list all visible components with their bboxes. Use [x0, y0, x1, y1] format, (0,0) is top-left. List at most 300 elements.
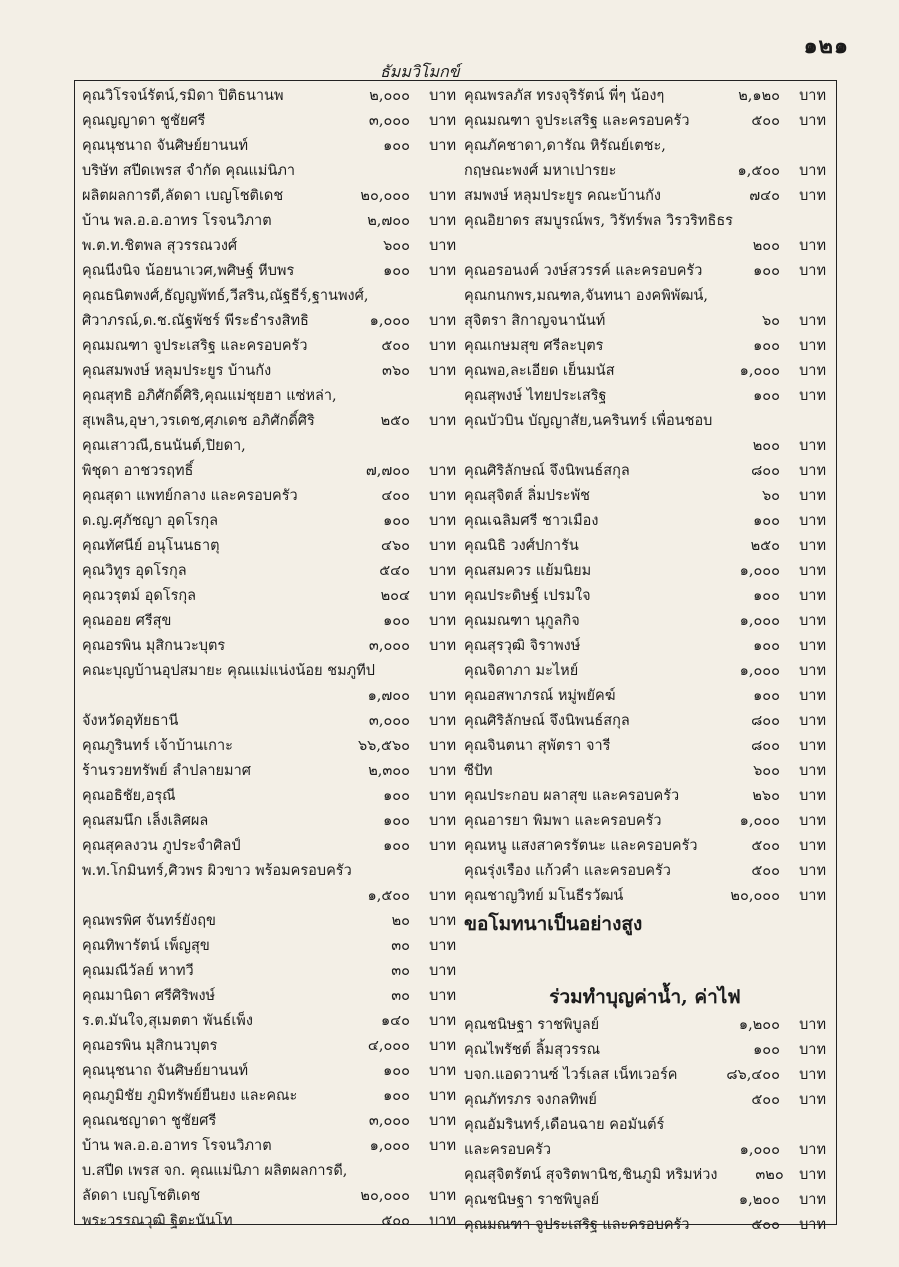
donation-amount — [708, 1113, 780, 1138]
donation-amount: ๔๐๐ — [381, 488, 410, 504]
donation-amount: ๒๐๐ — [752, 438, 780, 454]
donor-row — [82, 134, 456, 159]
donor-row — [464, 734, 826, 759]
currency-unit — [414, 1159, 456, 1184]
currency-unit: บาท — [799, 1192, 826, 1208]
donor-row — [82, 759, 456, 784]
currency-unit: บาท — [799, 663, 826, 679]
donation-amount: ๕๐๐ — [751, 863, 780, 879]
donor-name: ด.ญ.ศุภัชญา อุดโรกุล — [82, 513, 219, 529]
donation-amount: ๒๕๐ — [750, 538, 780, 554]
currency-unit: บาท — [429, 788, 456, 804]
donor-name: พ.ท.โกมินทร์,ศิวพร ผิวขาว พร้อมครอบครัว — [82, 863, 352, 879]
donation-amount: ๑๐๐ — [383, 263, 410, 279]
donor-name: คุณจินตนา สุพัตรา จารี — [464, 738, 611, 754]
donation-amount: ๑๐๐ — [753, 513, 780, 529]
currency-unit: บาท — [799, 638, 826, 654]
donation-amount: ๑,๗๐๐ — [367, 688, 410, 704]
currency-unit: บาท — [429, 513, 456, 529]
donor-row — [82, 984, 456, 1009]
donation-amount: ๖๐ — [761, 313, 780, 329]
donor-row — [464, 709, 826, 734]
currency-unit — [782, 409, 826, 434]
donor-name: ลัดดา เบญโชติเดช — [82, 1188, 201, 1204]
donor-row — [464, 834, 826, 859]
running-head: ธัมมวิโมกข์ — [380, 62, 460, 81]
donor-name: คุณสุรวุฒิ จิราพงษ์ — [464, 638, 581, 654]
donation-amount: ๑,๐๐๐ — [739, 663, 780, 679]
currency-unit: บาท — [799, 1142, 826, 1158]
currency-unit — [410, 159, 456, 184]
currency-unit: บาท — [799, 1217, 826, 1233]
donor-name: คุณนุชนาถ จันศิษย์ยานนท์ — [82, 1063, 249, 1079]
donor-name: คุณพรพิศ จันทร์ยังฤข — [82, 913, 216, 929]
donor-row — [464, 159, 826, 184]
donor-row — [464, 359, 826, 384]
donor-name — [82, 884, 338, 909]
donor-name: คุณหนู แสงสาครรัตนะ และครอบครัว — [464, 838, 698, 854]
donor-name: คุณอสพาภรณ์ หมู่พยัคฆ์ — [464, 688, 616, 704]
donation-amount: ๓๐ — [391, 963, 410, 979]
donor-name: คุณภูรินทร์ เจ้าบ้านเกาะ — [82, 738, 233, 754]
donation-amount — [712, 409, 781, 434]
currency-unit: บาท — [799, 838, 826, 854]
donor-row — [82, 859, 456, 884]
currency-unit — [415, 859, 456, 884]
currency-unit: บาท — [799, 463, 826, 479]
donor-row — [82, 734, 456, 759]
currency-unit — [422, 284, 456, 309]
donor-row — [464, 609, 826, 634]
donation-amount: ๒,๑๒๐ — [738, 88, 780, 104]
donation-amount: ๖๐๐ — [753, 763, 780, 779]
donor-name: คุณอัมรินทร์,เดือนฉาย คอมันต์ร์ — [464, 1117, 665, 1133]
donation-amount: ๒,๗๐๐ — [367, 213, 410, 229]
donation-amount: ๑,๐๐๐ — [739, 1142, 780, 1158]
donation-amount — [368, 284, 421, 309]
currency-unit: บาท — [429, 563, 456, 579]
currency-unit: บาท — [429, 988, 456, 1004]
donor-row — [82, 209, 456, 234]
currency-unit: บาท — [799, 313, 826, 329]
donor-row — [82, 184, 456, 209]
donor-name: คุณญญาดา ชูชัยศรี — [82, 113, 206, 129]
donor-row — [82, 809, 456, 834]
donation-amount — [352, 859, 416, 884]
donor-name: คุณสุคลงวน ภูประจำศิลป์ — [82, 838, 241, 854]
donor-row — [464, 434, 826, 459]
donor-name: คุณสุพงษ์ ไทยประเสริฐ — [464, 388, 607, 404]
donor-row — [82, 1059, 456, 1084]
donor-row — [464, 884, 826, 909]
donor-row — [82, 634, 456, 659]
donor-name: และครอบครัว — [464, 1142, 552, 1158]
donation-amount: ๑๐๐ — [383, 1063, 410, 1079]
donor-row — [82, 84, 456, 109]
donation-amount: ๕๐๐ — [751, 1092, 780, 1108]
donor-row — [82, 234, 456, 259]
donor-row — [82, 259, 456, 284]
currency-unit: บาท — [429, 463, 456, 479]
donor-row — [464, 309, 826, 334]
currency-unit: บาท — [799, 488, 826, 504]
donation-amount: ๘๐๐ — [751, 738, 780, 754]
donation-amount: ๕๐๐ — [381, 338, 410, 354]
donor-name: คุณมณฑา จูประเสริฐ และครอบครัว — [464, 113, 690, 129]
donation-amount: ๒,๐๐๐ — [369, 88, 410, 104]
donor-name: คุณศิริลักษณ์ จึงนิพนธ์สกุล — [464, 463, 630, 479]
donor-row — [464, 384, 826, 409]
donor-name: บจก.แอดวานซ์ ไวร์เลส เน็ทเวอร์ค — [464, 1067, 678, 1083]
donor-name: คุณสุดา แพทย์กลาง และครอบครัว — [82, 488, 298, 504]
page-number: ๑๒๑ — [803, 33, 849, 59]
currency-unit: บาท — [429, 413, 456, 429]
currency-unit — [790, 209, 826, 234]
donation-amount: ๑,๒๐๐ — [738, 1017, 780, 1033]
donation-amount: ๖๐๐ — [383, 238, 410, 254]
donor-name: คุณนีงนิจ น้อยนาเวศ,พศิษฐ์ หีบพร — [82, 263, 295, 279]
currency-unit: บาท — [799, 713, 826, 729]
donor-name: คุณวรุตม์ อุดโรกุล — [82, 588, 197, 604]
donor-row — [464, 634, 826, 659]
currency-unit: บาท — [799, 438, 826, 454]
currency-unit: บาท — [799, 863, 826, 879]
donor-name: ผลิตผลการดี,ลัดดา เบญโชติเดช — [82, 188, 284, 204]
donor-name: คุณอรพิน มุสิกนวบุตร — [82, 1038, 218, 1054]
right-column — [464, 84, 826, 1238]
currency-unit: บาท — [429, 688, 456, 704]
currency-unit: บาท — [429, 838, 456, 854]
donation-amount: ๕๔๐ — [379, 563, 410, 579]
currency-unit: บาท — [799, 788, 826, 804]
donation-amount — [708, 134, 780, 159]
donation-amount: ๓,๐๐๐ — [368, 638, 410, 654]
donor-row — [82, 1034, 456, 1059]
donor-row — [82, 1009, 456, 1034]
donation-amount: ๑,๐๐๐ — [739, 613, 780, 629]
donation-amount: ๒๖๐ — [752, 788, 780, 804]
donor-row — [464, 1163, 826, 1188]
donor-name: คุณบัวบิน บัญญาสัย,นครินทร์ เพื่อนชอบ — [464, 413, 713, 429]
donor-name: คุณเฉลิมศรี ชาวเมือง — [464, 513, 599, 529]
donor-name — [464, 434, 708, 459]
donation-amount: ๗,๗๐๐ — [365, 463, 410, 479]
donor-row — [82, 584, 456, 609]
donation-amount: ๑๐๐ — [383, 1088, 410, 1104]
donor-row — [82, 1109, 456, 1134]
donor-name: ร.ต.มันใจ,สุเมตตา พันธ์เพ็ง — [82, 1013, 253, 1029]
donation-amount: ๑๐๐ — [753, 388, 780, 404]
donor-row — [464, 1138, 826, 1163]
donor-name: คุณทิพารัตน์ เพ็ญสุข — [82, 938, 210, 954]
donor-name: สุจิตรา สิกาญจนานันท์ — [464, 313, 606, 329]
donor-name: คุณชนิษฐา ราชพิบูลย์ — [464, 1192, 600, 1208]
donor-row — [82, 609, 456, 634]
currency-unit: บาท — [429, 488, 456, 504]
donor-row — [82, 1184, 456, 1209]
donation-amount: ๑๐๐ — [753, 338, 780, 354]
donor-row — [82, 484, 456, 509]
donor-name: คุณรุ่งเรือง แก้วคำ และครอบครัว — [464, 863, 671, 879]
donor-name: บ.สปีด เพรส จก. คุณแม่นิภา ผลิตผลการดี, — [82, 1163, 348, 1179]
donation-amount: ๑,๐๐๐ — [369, 1138, 410, 1154]
donor-name: คุณสุจิตส์ ลิ่มประพัช — [464, 488, 590, 504]
donor-row — [464, 509, 826, 534]
donor-row — [82, 1209, 456, 1234]
currency-unit: บาท — [799, 363, 826, 379]
donor-row — [464, 1013, 826, 1038]
donor-row — [464, 809, 826, 834]
currency-unit: บาท — [799, 1092, 826, 1108]
currency-unit: บาท — [429, 1113, 456, 1129]
donor-row — [82, 434, 456, 459]
donor-row — [464, 584, 826, 609]
currency-unit: บาท — [799, 1067, 826, 1083]
donor-name: คุณมานิดา ศรีศิริพงษ์ — [82, 988, 216, 1004]
donor-name: คุณศิริลักษณ์ จึงนิพนธ์สกุล — [464, 713, 630, 729]
donor-row — [464, 284, 826, 309]
donation-amount: ๓,๐๐๐ — [368, 713, 410, 729]
donor-name: คุณมณฑา นุกูลกิจ — [464, 613, 580, 629]
donation-amount: ๑,๐๐๐ — [739, 563, 780, 579]
currency-unit: บาท — [429, 88, 456, 104]
currency-unit: บาท — [799, 188, 826, 204]
currency-unit: บาท — [799, 538, 826, 554]
currency-unit: บาท — [429, 913, 456, 929]
donor-name: พ.ต.ท.ชิตพล สุวรรณวงศ์ — [82, 238, 238, 254]
donor-name: คุณพรลภัส ทรงจุริรัตน์ พี่ๆ น้องๆ — [464, 88, 665, 104]
currency-unit: บาท — [429, 888, 456, 904]
donor-row — [464, 184, 826, 209]
donor-row — [464, 1088, 826, 1113]
donor-row — [464, 1213, 826, 1238]
donation-amount: ๖๖,๕๖๐ — [357, 738, 410, 754]
donor-row — [464, 259, 826, 284]
currency-unit: บาท — [429, 113, 456, 129]
donor-row — [82, 459, 456, 484]
donation-amount — [338, 384, 410, 409]
currency-unit — [410, 434, 456, 459]
donor-name: ร้านรวยทรัพย์ ลำปลายมาศ — [82, 763, 251, 779]
donor-row — [464, 334, 826, 359]
donor-name: คุณธนิตพงศ์,ธัญญพัทธ์,วีสริน,ณัฐธีร์,ฐานพงศ์, — [82, 288, 369, 304]
currency-unit — [780, 134, 826, 159]
donor-name: คุณมณีวัลย์ หาทวี — [82, 963, 194, 979]
currency-unit: บาท — [429, 1188, 456, 1204]
donor-row — [464, 209, 826, 234]
donor-row — [82, 409, 456, 434]
donation-amount: ๒๐,๐๐๐ — [360, 188, 410, 204]
donor-name: คุณประกอบ ผลาสุข และครอบครัว — [464, 788, 680, 804]
donor-name: ศิวาภรณ์,ด.ช.ณัฐพัชร์ พีระธำรงสิทธิ — [82, 313, 309, 329]
currency-unit: บาท — [429, 188, 456, 204]
currency-unit: บาท — [799, 513, 826, 529]
donation-amount: ๓๐ — [391, 938, 410, 954]
donation-amount — [375, 659, 424, 684]
donor-row — [464, 534, 826, 559]
currency-unit: บาท — [429, 1088, 456, 1104]
donation-amount: ๔๖๐ — [380, 538, 410, 554]
donor-name: คุณจิดาภา มะไหย์ — [464, 663, 579, 679]
donor-name: พระวรรณวุฒิ ฐิตะนันโท — [82, 1213, 233, 1229]
donor-row — [464, 409, 826, 434]
donation-amount: ๑,๐๐๐ — [369, 313, 410, 329]
donor-name: สุเพลิน,อุษา,วรเดช,ศุภเดช อภิศักดิ์ศิริ — [82, 413, 315, 429]
donor-name: จังหวัดอุทัยธานี — [82, 713, 179, 729]
donation-amount: ๑๐๐ — [383, 838, 410, 854]
donation-amount — [338, 159, 410, 184]
donor-row — [464, 134, 826, 159]
currency-unit: บาท — [799, 388, 826, 404]
donor-name: คุณนุชนาถ จันศิษย์ยานนท์ — [82, 138, 249, 154]
donor-row — [82, 684, 456, 709]
currency-unit: บาท — [429, 138, 456, 154]
donor-row — [82, 359, 456, 384]
currency-unit: บาท — [429, 938, 456, 954]
donor-name: บ้าน พล.อ.อ.อาทร โรจนวิภาต — [82, 213, 272, 229]
donor-name: คุณสมนึก เล็งเลิศผล — [82, 813, 209, 829]
donation-amount: ๓,๐๐๐ — [368, 1113, 410, 1129]
donor-row — [82, 1159, 456, 1184]
donation-amount: ๓,๐๐๐ — [368, 113, 410, 129]
currency-unit — [424, 659, 456, 684]
donor-row — [82, 284, 456, 309]
donor-row — [464, 759, 826, 784]
donation-amount: ๑๔๐ — [380, 1013, 410, 1029]
currency-unit: บาท — [799, 588, 826, 604]
currency-unit: บาท — [799, 1017, 826, 1033]
donor-row — [464, 684, 826, 709]
donation-amount: ๑,๕๐๐ — [737, 163, 780, 179]
donor-row — [464, 84, 826, 109]
currency-unit: บาท — [429, 1013, 456, 1029]
currency-unit: บาท — [429, 538, 456, 554]
donor-name: คุณอรพิน มุสิกนวะบุตร — [82, 638, 226, 654]
donor-row — [464, 484, 826, 509]
donor-row — [464, 1063, 826, 1088]
donation-amount: ๔,๐๐๐ — [367, 1038, 410, 1054]
donor-row — [82, 509, 456, 534]
donation-amount: ๑๐๐ — [383, 138, 410, 154]
currency-unit: บาท — [799, 1167, 826, 1183]
donation-amount — [347, 1159, 413, 1184]
section-heading: ร่วมทำบุญค่าน้ำ, ค่าไฟ — [549, 986, 741, 1008]
donor-row — [82, 1084, 456, 1109]
donor-row — [82, 909, 456, 934]
currency-unit: บาท — [799, 1042, 826, 1058]
currency-unit: บาท — [799, 738, 826, 754]
donor-row — [82, 559, 456, 584]
donor-name: คุณวิโรจน์รัตน์,รมิดา ปิติธนานพ — [82, 88, 284, 104]
donor-row — [464, 784, 826, 809]
currency-unit: บาท — [799, 338, 826, 354]
currency-unit: บาท — [799, 813, 826, 829]
donor-name: พิชุดา อาชวรฤทธิ์ — [82, 463, 194, 479]
currency-unit: บาท — [799, 763, 826, 779]
donor-row — [82, 834, 456, 859]
donation-amount: ๑๐๐ — [383, 613, 410, 629]
donation-amount: ๑,๐๐๐ — [739, 813, 780, 829]
donor-row — [464, 1188, 826, 1213]
currency-unit: บาท — [429, 363, 456, 379]
donation-amount: ๕๐๐ — [751, 113, 780, 129]
donation-amount: ๑,๒๐๐ — [738, 1192, 780, 1208]
donor-name: คุณกนกพร,มณฑล,จันทนา องคพิพัฒน์, — [464, 288, 708, 304]
donor-name: สมพงษ์ หลุมประยูร คณะบ้านกัง — [464, 188, 661, 204]
donation-amount: ๑,๕๐๐ — [367, 888, 410, 904]
donation-amount: ๒๐,๐๐๐ — [730, 888, 780, 904]
donor-name — [464, 234, 708, 259]
donation-amount: ๑,๐๐๐ — [739, 363, 780, 379]
currency-unit: บาท — [429, 338, 456, 354]
donor-row — [82, 334, 456, 359]
currency-unit: บาท — [799, 163, 826, 179]
donor-list-right-bottom — [464, 1013, 826, 1238]
donor-name: คุณชาญวิทย์ มโนธีรวัฒน์ — [464, 888, 624, 904]
donation-amount: ๒,๓๐๐ — [368, 763, 410, 779]
donor-name: คุณประดิษฐ์ เปรมใจ — [464, 588, 591, 604]
donation-amount: ๕๐๐ — [381, 1213, 410, 1229]
thanks-heading: ขอโมทนาเป็นอย่างสูง — [464, 913, 643, 935]
donor-row — [464, 559, 826, 584]
donor-name: คุณชนิษฐา ราชพิบูลย์ — [464, 1017, 600, 1033]
currency-unit: บาท — [429, 613, 456, 629]
donor-row — [82, 309, 456, 334]
currency-unit — [780, 284, 826, 309]
donor-name: คุณสมพงษ์ หลุมประยูร บ้านกัง — [82, 363, 272, 379]
donation-amount — [733, 209, 790, 234]
donation-amount: ๓๐ — [391, 988, 410, 1004]
currency-unit: บาท — [429, 1038, 456, 1054]
left-column — [82, 84, 456, 1234]
donation-amount: ๓๒๐ — [755, 1167, 784, 1183]
donor-name: คุณสุทธิ อภิศักดิ์ศิริ,คุณแม่ชุยฮา แซ่หล่า, — [82, 388, 337, 404]
donor-name: คุณณชญาดา ชูชัยศรี — [82, 1113, 217, 1129]
donor-row — [464, 659, 826, 684]
currency-unit: บาท — [429, 1213, 456, 1229]
donor-row — [82, 934, 456, 959]
donor-row — [82, 109, 456, 134]
donation-amount: ๒๐,๐๐๐ — [360, 1188, 410, 1204]
donation-amount: ๘๖,๔๐๐ — [726, 1067, 780, 1083]
donor-row — [82, 1134, 456, 1159]
donation-amount: ๒๕๐ — [380, 413, 410, 429]
donor-name: บริษัท สปีดเพรส จำกัด คุณแม่นิภา — [82, 163, 296, 179]
currency-unit: บาท — [799, 238, 826, 254]
currency-unit: บาท — [429, 763, 456, 779]
currency-unit: บาท — [429, 588, 456, 604]
donation-amount: ๑๐๐ — [753, 688, 780, 704]
donor-name: คุณมณฑา จูประเสริฐ และครอบครัว — [82, 338, 308, 354]
currency-unit: บาท — [799, 263, 826, 279]
donation-amount: ๕๐๐ — [751, 838, 780, 854]
donor-name: กฤษณะพงศ์ มหาเปารยะ — [464, 163, 617, 179]
donor-name: คุณสมควร แย้มนิยม — [464, 563, 592, 579]
donation-amount: ๑๐๐ — [753, 1042, 780, 1058]
donor-name: คุณภูมิชัย ภูมิทรัพย์ยืนยง และคณะ — [82, 1088, 298, 1104]
donor-name: คุณนิธิ วงศ์ปการัน — [464, 538, 579, 554]
donor-row — [464, 859, 826, 884]
donor-name: คุณอิยาดร สมบูรณ์พร, วิรัทร์พล วิรวริทธิธร — [464, 213, 733, 229]
donation-amount: ๒๐๐ — [752, 238, 780, 254]
donor-row — [82, 709, 456, 734]
donor-name: คุณพอ,ละเอียด เย็นมนัส — [464, 363, 615, 379]
donor-name: คุณภัทรภร จงกลทิพย์ — [464, 1092, 597, 1108]
donation-amount: ๑๐๐ — [753, 588, 780, 604]
currency-unit: บาท — [429, 1138, 456, 1154]
donation-amount: ๒๐๔ — [380, 588, 410, 604]
donation-amount: ๗๔๐ — [749, 188, 780, 204]
